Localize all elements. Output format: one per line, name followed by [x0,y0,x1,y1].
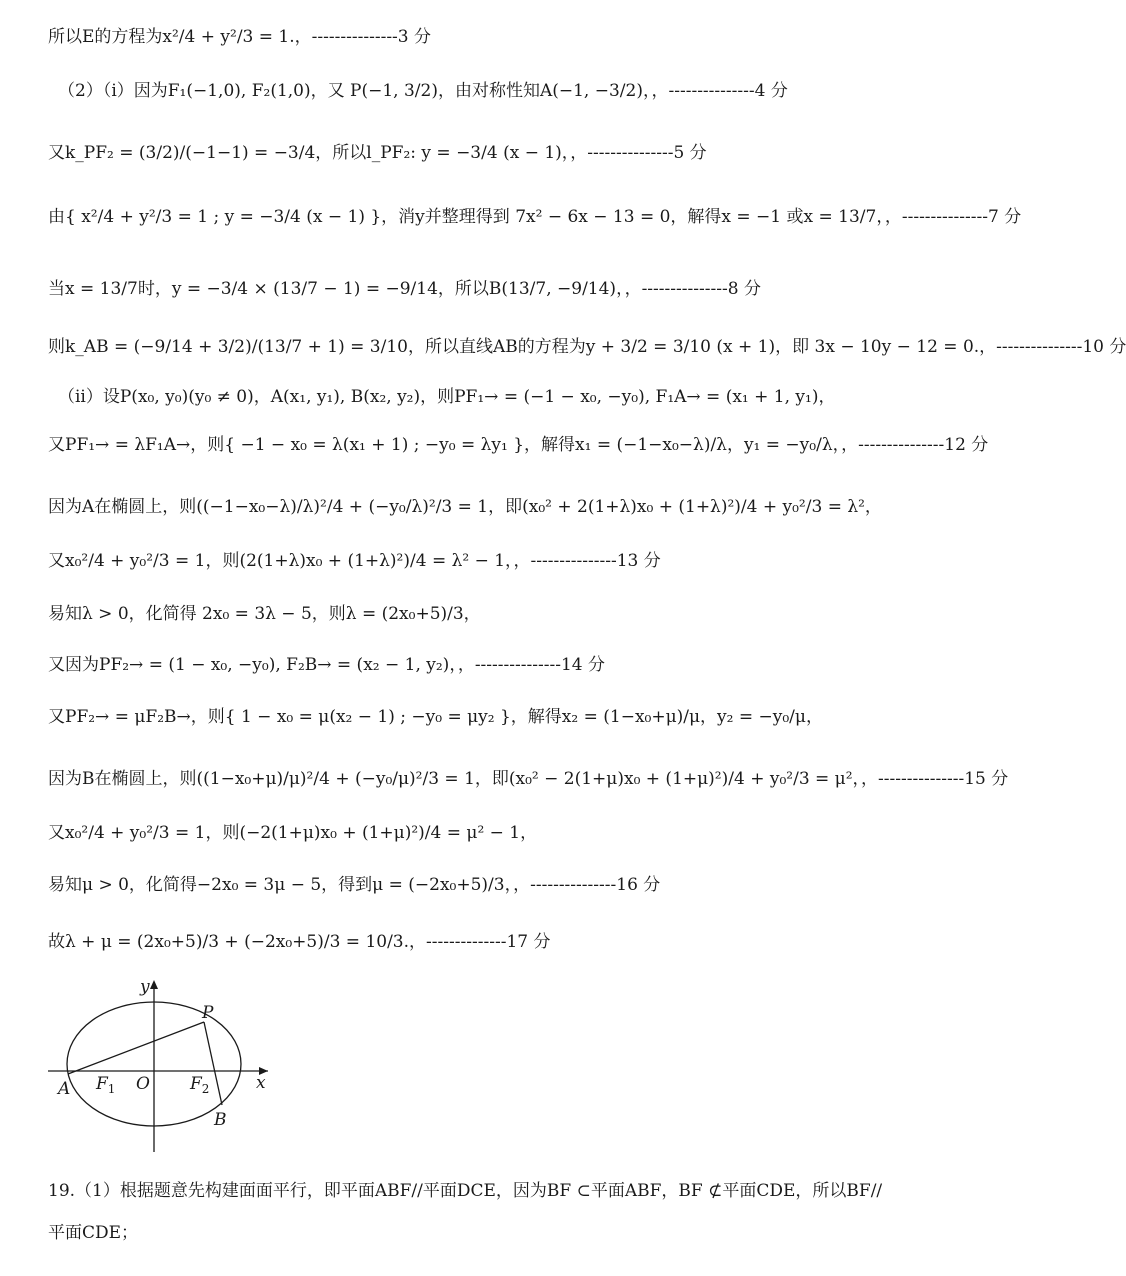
label-point-P: P [202,1003,214,1023]
solution-line: 因为A在椭圆上，则((−1−x₀−λ)/λ)²/4 + (−y₀/λ)²/3 = 1，即(x₀² + 2(1+λ)x₀ + (1+λ)²)/4 + y₀²/3 = λ²， [48,497,882,517]
label-x-axis: x [256,1073,266,1093]
solution-line: （2）（i）因为F₁(−1,0), F₂(1,0)，又 P(−1, 3/2)，由对称性知A(−1, −3/2)，，---------------4 分 [58,81,788,101]
label-point-A: A [58,1079,71,1099]
solution-line: 易知λ > 0，化简得 2x₀ = 3λ − 5，则λ = (2x₀+5)/3， [48,604,481,624]
solution-line: 由{ x²/4 + y²/3 = 1 ; y = −3/4 (x − 1) }，消y并整理得到 7x² − 6x − 13 = 0，解得x = −1 或x = 13/7，，---------------7 分 [48,207,1022,227]
solution-line: 则k_AB = (−9/14 + 3/2)/(13/7 + 1) = 3/10，所以直线AB的方程为y + 3/2 = 3/10 (x + 1)，即 3x − 10y − 12 = 0.，---------------10 分 [48,337,1126,357]
solution-line: 当x = 13/7时，y = −3/4 × (13/7 − 1) = −9/14，所以B(13/7, −9/14)，，---------------8 分 [48,279,761,299]
label-point-B: B [214,1110,227,1130]
solution-line: 又k_PF₂ = (3/2)/(−1−1) = −3/4，所以l_PF₂: y = −3/4 (x − 1)，，---------------5 分 [48,143,707,163]
solution-line: 又x₀²/4 + y₀²/3 = 1，则(2(1+λ)x₀ + (1+λ)²)/4 = λ² − 1，，---------------13 分 [48,551,661,571]
solution-line: 又PF₁→ = λF₁A→，则{ −1 − x₀ = λ(x₁ + 1) ; −y₀ = λy₁ }，解得x₁ = (−1−x₀−λ)/λ，y₁ = −y₀/λ，，---------------12 分 [48,435,989,455]
chord-AP [68,1022,204,1074]
label-y-axis: y [140,977,150,997]
label-origin-O: O [136,1074,150,1094]
label-focus-F1: $F_1$ [96,1074,116,1096]
y-axis-arrow [150,980,158,989]
solution-line: 所以E的方程为x²/4 + y²/3 = 1.，---------------3 分 [48,27,432,47]
solution-line: 又x₀²/4 + y₀²/3 = 1，则(−2(1+μ)x₀ + (1+μ)²)/4 = μ² − 1， [48,823,538,843]
ellipse-diagram [40,972,290,1157]
solution-line: 平面CDE； [48,1223,139,1243]
solution-line: 又PF₂→ = μF₂B→，则{ 1 − x₀ = μ(x₂ − 1) ; −y₀ = μy₂ }，解得x₂ = (1−x₀+μ)/μ，y₂ = −y₀/μ， [48,707,823,727]
solution-line: 故λ + μ = (2x₀+5)/3 + (−2x₀+5)/3 = 10/3.，--------------17 分 [48,932,551,952]
label-focus-F2: $F_2$ [190,1074,210,1096]
solution-line: （ii）设P(x₀, y₀)(y₀ ≠ 0)，A(x₁, y₁), B(x₂, y₂)，则PF₁→ = (−1 − x₀, −y₀), F₁A→ = (x₁ + 1, y₁)， [58,387,836,407]
solution-line: 19.（1）根据题意先构建面面平行，即平面ABF//平面DCE，因为BF ⊂平面ABF，BF ⊄平面CDE，所以BF// [48,1181,883,1201]
solution-line: 因为B在椭圆上，则((1−x₀+μ)/μ)²/4 + (−y₀/μ)²/3 = 1，即(x₀² − 2(1+μ)x₀ + (1+μ)²)/4 + y₀²/3 = μ²，，---------------15 分 [48,769,1009,789]
solution-line: 易知μ > 0，化简得−2x₀ = 3μ − 5，得到μ = (−2x₀+5)/3，，---------------16 分 [48,875,661,895]
solution-line: 又因为PF₂→ = (1 − x₀, −y₀), F₂B→ = (x₂ − 1, y₂)，，---------------14 分 [48,655,606,675]
